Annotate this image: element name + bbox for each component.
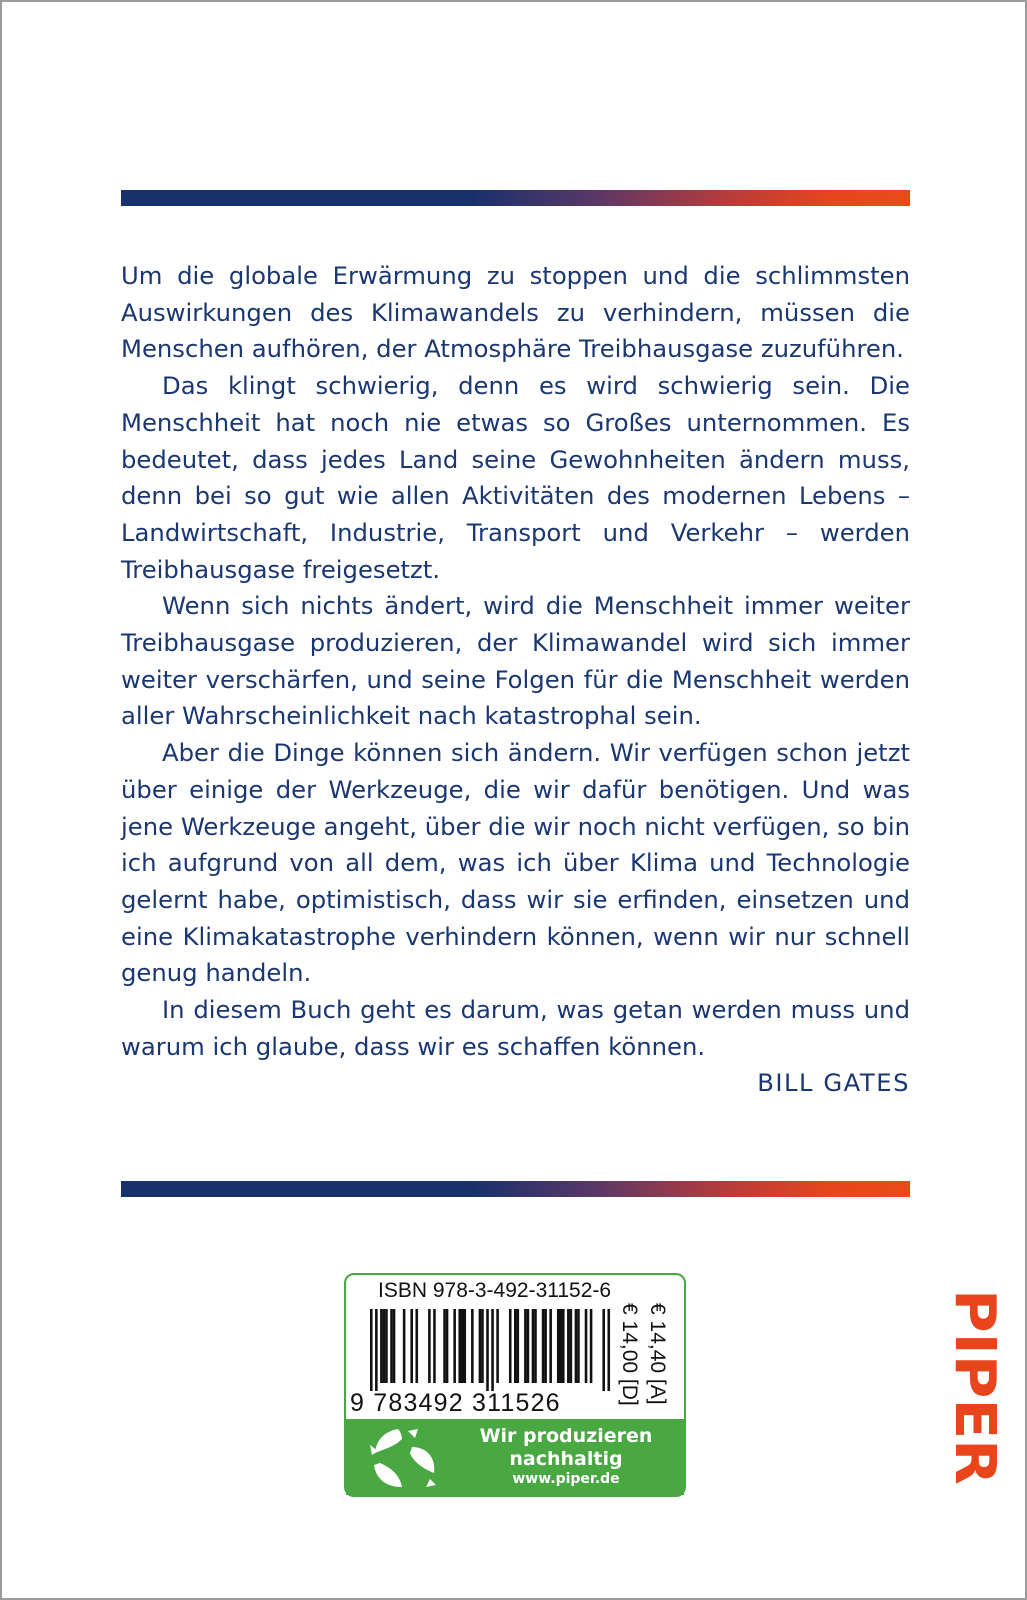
blurb-paragraph-1: Um die globale Erwärmung zu stoppen und die schlimmsten Auswirkungen des Klimawandels zu verhindern, müssen die Menschen aufhören, der Atmosphäre Treibhausgase zuzuführen. bbox=[121, 261, 910, 364]
barcode-bar bbox=[534, 1309, 537, 1383]
barcode-bar bbox=[410, 1309, 413, 1383]
barcode-bar bbox=[607, 1309, 610, 1391]
blurb-paragraph-3: Wenn sich nichts ändert, wird die Menschheit immer weiter Treibhausgase produzieren, der Klimawandel wird sich immer weiter verschärfen, und seine Folgen für die Menschheit werden aller Wahrscheinlichkeit nach katastrophal sein. bbox=[121, 591, 910, 731]
barcode-bar bbox=[524, 1309, 527, 1383]
author-signature: BILL GATES bbox=[757, 1068, 910, 1098]
barcode-bar bbox=[385, 1309, 388, 1383]
barcode-bar bbox=[496, 1309, 499, 1383]
barcode-bar bbox=[585, 1309, 588, 1383]
blurb-paragraph-2: Das klingt schwierig, denn es wird schwierig sein. Die Menschheit hat noch nie etwas so Großes unternommen. Es bedeutet, dass jedes Land seine Gewohnheiten ändern muss, denn bei so gut wie allen Aktivitäten des modernen Lebens – Landwirtschaft, Industrie, Transport und Verkehr – werden Treibhausgase freigesetzt. bbox=[121, 371, 910, 584]
barcode-bar bbox=[575, 1309, 578, 1383]
price-germany: € 14,00 [D] bbox=[618, 1303, 641, 1406]
barcode-bar bbox=[570, 1309, 573, 1383]
eco-line-1: Wir produzieren bbox=[479, 1425, 653, 1447]
barcode-bar bbox=[567, 1309, 570, 1383]
piper-logo-text: PIPER bbox=[941, 1289, 1007, 1474]
barcode-digits: 9 783492 311526 bbox=[350, 1389, 561, 1417]
barcode-bar bbox=[544, 1309, 547, 1383]
eco-line-2: nachhaltig bbox=[509, 1448, 623, 1470]
barcode-label bbox=[344, 1273, 686, 1497]
barcode-bar bbox=[491, 1309, 494, 1391]
barcode-bar bbox=[403, 1309, 406, 1383]
barcode-bar bbox=[481, 1309, 484, 1383]
top-gradient-rule bbox=[121, 190, 910, 206]
blurb-paragraph-4: Aber die Dinge können sich ändern. Wir verfügen schon jetzt über einige der Werkzeuge, die wir dafür benötigen. Und was jene Werkzeuge angeht, über die wir noch nicht verfügen, so bin ich aufgrund von all dem, was ich über Klima und Technologie gelernt habe, optimistisch, dass wir sie erfinden, einsetzen und eine Klimakatastrophe verhindern können, wenn wir nur schnell genug handeln. bbox=[121, 738, 910, 988]
barcode-bar bbox=[393, 1309, 396, 1383]
barcode-bars bbox=[370, 1309, 610, 1391]
barcode-bar bbox=[577, 1309, 580, 1383]
barcode-bar bbox=[527, 1309, 530, 1383]
barcode-bar bbox=[446, 1309, 449, 1383]
barcode-bar bbox=[542, 1309, 545, 1383]
barcode-bar bbox=[514, 1309, 517, 1383]
publisher-url: www.piper.de bbox=[512, 1471, 620, 1487]
blurb-paragraph-5: In diesem Buch geht es darum, was getan werden muss und warum ich glaube, dass wir es schaffen können. bbox=[121, 995, 910, 1061]
blurb-text bbox=[121, 258, 910, 1102]
barcode-bar bbox=[370, 1309, 373, 1391]
barcode-bar bbox=[390, 1309, 393, 1383]
barcode-bar bbox=[443, 1309, 446, 1383]
barcode-bar bbox=[461, 1309, 464, 1383]
barcode-bar bbox=[509, 1309, 512, 1383]
barcode-bar bbox=[458, 1309, 461, 1383]
barcode-bar bbox=[375, 1309, 378, 1391]
barcode-bar bbox=[559, 1309, 562, 1383]
barcode-bar bbox=[463, 1309, 466, 1383]
barcode-bar bbox=[602, 1309, 605, 1391]
bottom-gradient-rule bbox=[121, 1181, 910, 1197]
recycle-leaves-icon bbox=[368, 1425, 440, 1491]
barcode-bar bbox=[557, 1309, 560, 1383]
barcode-bar bbox=[549, 1309, 552, 1383]
barcode-bar bbox=[415, 1309, 418, 1383]
barcode-bar bbox=[590, 1309, 593, 1383]
barcode-bar bbox=[383, 1309, 386, 1383]
isbn-text: ISBN 978-3-492-31152-6 bbox=[378, 1279, 612, 1302]
barcode-bar bbox=[433, 1309, 436, 1383]
eco-badge bbox=[346, 1419, 684, 1495]
barcode-bar bbox=[453, 1309, 456, 1383]
barcode-bar bbox=[479, 1309, 482, 1383]
barcode-bar bbox=[428, 1309, 431, 1383]
price-block bbox=[616, 1299, 680, 1409]
barcode-bar bbox=[517, 1309, 520, 1383]
barcode-bar bbox=[562, 1309, 565, 1383]
barcode-bar bbox=[380, 1309, 383, 1383]
price-austria: € 14,40 [A] bbox=[646, 1303, 669, 1405]
piper-logo bbox=[941, 1287, 1007, 1487]
barcode-bar bbox=[486, 1309, 489, 1391]
barcode-bar bbox=[532, 1309, 535, 1383]
barcode-bar bbox=[471, 1309, 474, 1383]
